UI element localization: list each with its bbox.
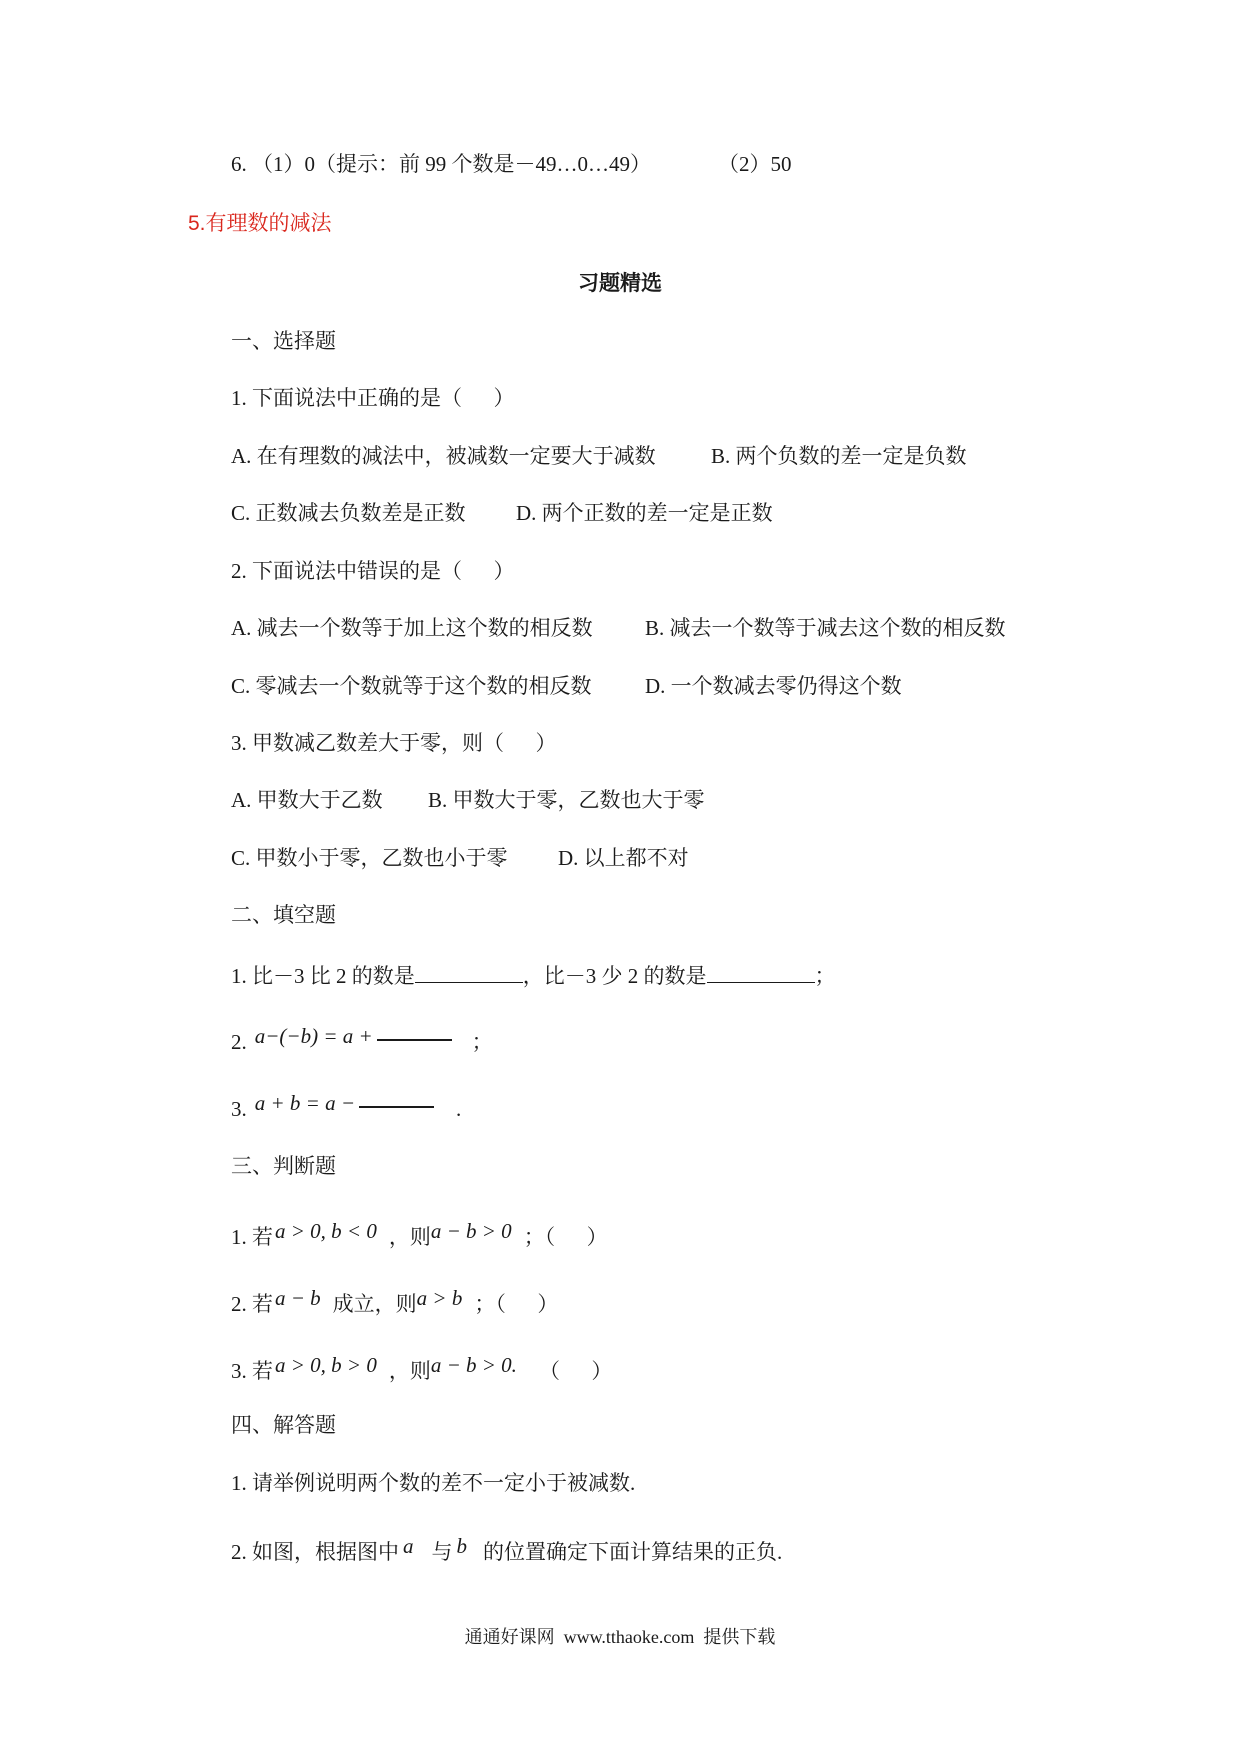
- fill-question-3-tail: .: [456, 1097, 462, 1121]
- answer-question-2-var-b: b: [456, 1534, 467, 1558]
- judge-question-1-connector: ，则: [388, 1225, 431, 1249]
- fill-question-1-text-b: ，比－3 少 2 的数是: [522, 964, 707, 988]
- judge-question-2-condition: a − b: [275, 1286, 321, 1310]
- answer-question-1: 1. 请举例说明两个数的差不一定小于被减数.: [231, 1471, 636, 1495]
- answer-blank: [707, 962, 815, 983]
- fill-question-3: [231, 1091, 462, 1121]
- previous-answer-part-1: 6. （1）0（提示：前 99 个数是－49…0…49）: [231, 152, 651, 176]
- judge-question-2-number: 2. 若: [231, 1292, 273, 1316]
- choice-question-1-option-a: A. 在有理数的减法中，被减数一定要大于减数: [231, 444, 656, 468]
- judge-question-3-tail: （ ）: [538, 1359, 613, 1383]
- judge-question-2-conclusion: a > b: [416, 1286, 463, 1310]
- fill-question-2-formula: a−(−b) = a +: [254, 1024, 373, 1048]
- fill-question-1: [231, 962, 836, 988]
- judge-question-3: [231, 1353, 613, 1383]
- judge-question-3-connector: ，则: [388, 1359, 431, 1383]
- choice-question-1-option-b: B. 两个负数的差一定是负数: [711, 444, 967, 468]
- choice-question-2-stem: 2. 下面说法中错误的是（ ）: [231, 559, 515, 583]
- judge-section-heading: 三、判断题: [231, 1154, 336, 1178]
- judge-question-1-number: 1. 若: [231, 1225, 273, 1249]
- fill-question-2-number: 2.: [231, 1030, 247, 1054]
- fill-question-1-text-a: 1. 比－3 比 2 的数是: [231, 964, 415, 988]
- judge-question-2-tail: ；（ ）: [474, 1292, 559, 1316]
- answer-question-2-text-a: 2. 如图，根据图中: [231, 1540, 399, 1564]
- fill-section-heading: 二、填空题: [231, 903, 336, 927]
- page-title: 习题精选: [578, 272, 662, 295]
- judge-question-3-number: 3. 若: [231, 1359, 273, 1383]
- choice-question-2-option-a: A. 减去一个数等于加上这个数的相反数: [231, 616, 593, 640]
- fill-question-2: [231, 1024, 493, 1054]
- answer-blank: [377, 1023, 452, 1041]
- answer-question-2-connector: 与: [431, 1540, 453, 1564]
- choice-question-1-option-d: D. 两个正数的差一定是正数: [516, 501, 773, 525]
- fill-question-3-number: 3.: [231, 1097, 247, 1121]
- choice-question-3-option-c: C. 甲数小于零，乙数也小于零: [231, 846, 508, 870]
- fill-question-1-text-c: ；: [814, 964, 836, 988]
- judge-question-1-conclusion: a − b > 0: [430, 1219, 512, 1243]
- choice-question-3-option-b: B. 甲数大于零，乙数也大于零: [428, 788, 705, 812]
- previous-answer-part-2: （2）50: [718, 152, 792, 176]
- answer-question-2-tail: 的位置确定下面计算结果的正负.: [483, 1540, 783, 1564]
- choice-question-2-option-c: C. 零减去一个数就等于这个数的相反数: [231, 674, 592, 698]
- judge-question-2: [231, 1286, 559, 1316]
- judge-question-1-tail: ；（ ）: [523, 1225, 608, 1249]
- answer-question-2-var-a: a: [403, 1534, 414, 1558]
- choice-question-1-option-c: C. 正数减去负数差是正数: [231, 501, 466, 525]
- judge-question-3-conclusion: a − b > 0.: [430, 1353, 517, 1377]
- answer-blank: [359, 1090, 434, 1108]
- choice-question-2-option-d: D. 一个数减去零仍得这个数: [645, 674, 902, 698]
- fill-question-3-formula: a + b = a −: [254, 1091, 356, 1115]
- answer-blank: [415, 962, 523, 983]
- choice-question-3-stem: 3. 甲数减乙数差大于零，则（ ）: [231, 731, 557, 755]
- choice-question-3-option-a: A. 甲数大于乙数: [231, 788, 383, 812]
- judge-question-2-connector: 成立，则: [332, 1292, 417, 1316]
- judge-question-1-condition: a > 0, b < 0: [275, 1219, 377, 1243]
- section-heading: 5.有理数的减法: [188, 212, 332, 235]
- fill-question-2-tail: ；: [471, 1030, 493, 1054]
- answer-section-heading: 四、解答题: [231, 1413, 336, 1437]
- choice-question-3-option-d: D. 以上都不对: [558, 846, 689, 870]
- judge-question-1: [231, 1219, 608, 1249]
- answer-question-2: [231, 1534, 783, 1564]
- choice-question-2-option-b: B. 减去一个数等于减去这个数的相反数: [645, 616, 1006, 640]
- choice-section-heading: 一、选择题: [231, 329, 336, 353]
- choice-question-1-stem: 1. 下面说法中正确的是（ ）: [231, 386, 515, 410]
- judge-question-3-condition: a > 0, b > 0: [275, 1353, 377, 1377]
- page-footer: 通通好课网 www.tthaoke.com 提供下载: [464, 1627, 776, 1647]
